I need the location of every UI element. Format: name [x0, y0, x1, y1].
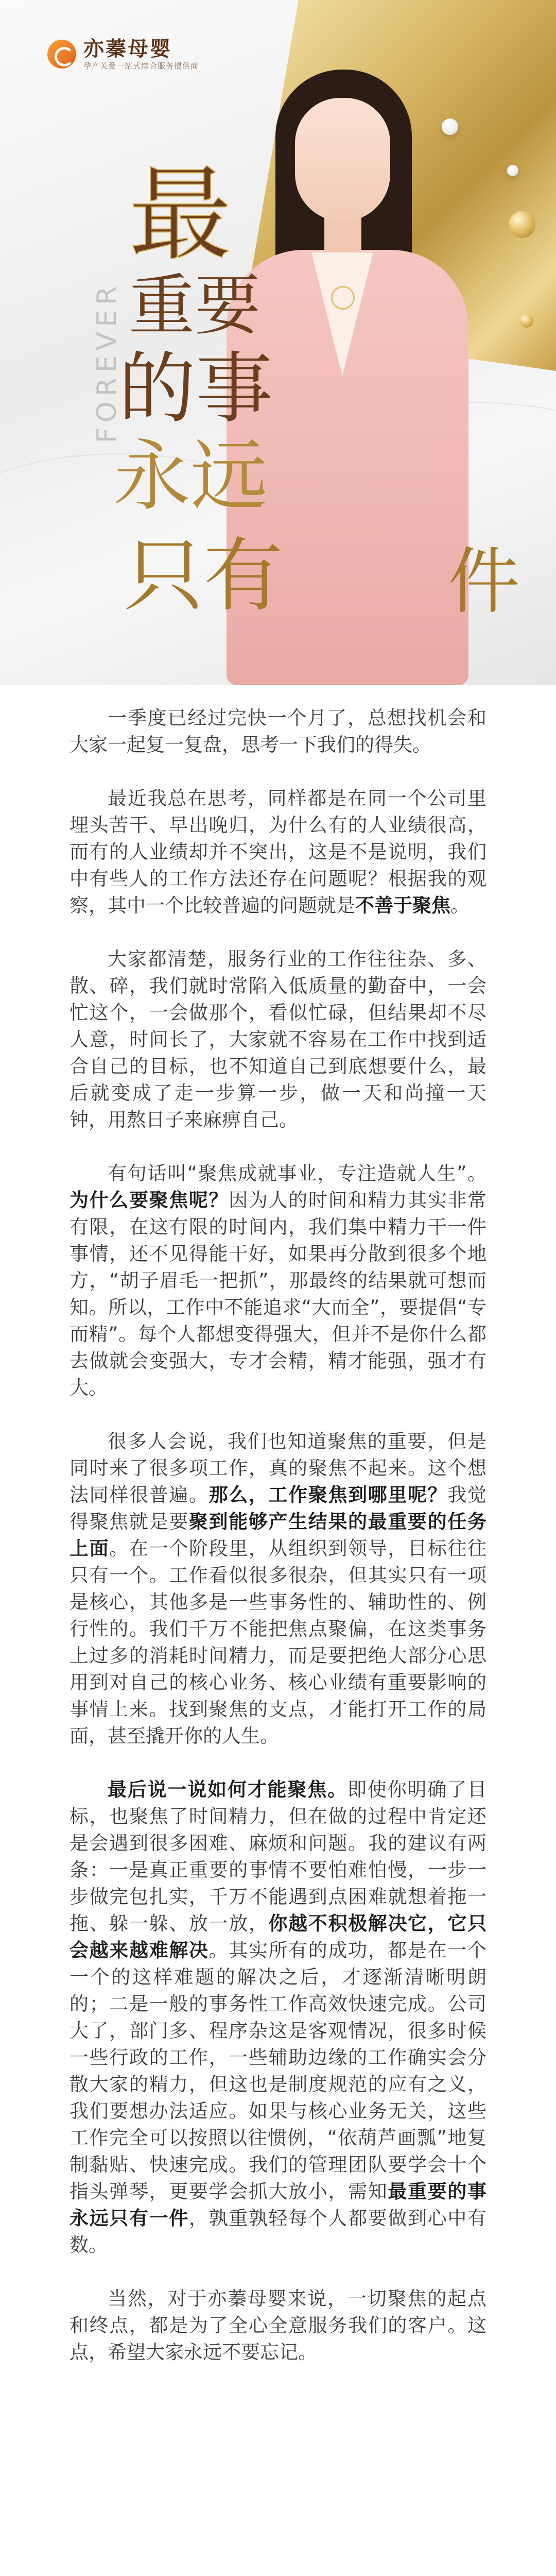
article-paragraph — [70, 1776, 486, 2259]
paragraph-text: 最近我总在思考，同样都是在同一个公司里埋头苦干、早出晚归，为什么有的人业绩很高，而有的人业绩却并不突出，这是不是说明，我们中有些人的工作方法还存在问题呢？根据我的观察，其中一个比较普遍的问题就是 — [70, 787, 486, 917]
paragraph-text: 。其实所有的成功，都是在一个一个的这样难题的解决之后，才逐渐清晰明朗的；二是一般的事务性工作高效快速完成。公司大了，部门多、程序杂这是客观情况，很多时候一些行政的工作，一些辅助边缘的工作确实会分散大家的精力，但这也是制度规范的应有之义，我们要想办法适应。如果与核心业务无关，这些工作完全可以按照以往惯例，“依葫芦画瓢”地复制黏贴、快速完成。我们的管理团队要学会十个指头弹琴，更要学会抓大放小，需知 — [70, 1939, 487, 2202]
brand-tagline: 孕产关爱一站式综合服务提供商 — [83, 61, 199, 71]
decor-gold-ball — [509, 211, 535, 238]
emphasis-text: 聚到能够产生结果的最重要的任务上面 — [70, 1511, 487, 1560]
slogan-line-2: 重要 — [129, 267, 261, 344]
emphasis-text: 那么，工作聚焦到哪里呢？ — [208, 1484, 448, 1506]
paragraph-text: 当然，对于亦蓁母婴来说，一切聚焦的起点和终点，都是为了全心全意服务我们的客户。这点，希望大家永远不要忘记。 — [70, 2287, 486, 2363]
paragraph-text: 大家都清楚，服务行业的工作往往杂、多、散、碎，我们就时常陷入低质量的勤奋中，一会忙这个，一会做那个，看似忙碌，但结果却不尽人意，时间长了，大家就不容易在工作中找到适合自己的目标，也不知道自己到底想要什么，最后就变成了走一步算一步，做一天和尚撞一天钟，用熬日子来麻痹自己。 — [70, 948, 486, 1131]
forever-watermark: FOREVER — [92, 281, 123, 443]
paragraph-text: 。在一个阶段里，从组织到领导，目标往往只有一个。工作看似很多很杂，但其实只有一项是核心，其他多是一些事务性的、辅助性的、例行性的。我们千万不能把焦点聚偏，在这类事务上过多的消耗时间精力，而是要把绝大部分心思用到对自己的核心业务、核心业绩有重要影响的事情上来。找到聚焦的支点，才能打开工作的局面，甚至撬开你的人生。 — [70, 1537, 487, 1747]
paragraph-text: 有句话叫“聚焦成就事业，专注造就人生”。 — [108, 1162, 486, 1184]
emphasis-text: 为什么要聚焦呢？ — [70, 1189, 229, 1211]
article-paragraph — [70, 785, 486, 919]
decor-pearl — [507, 165, 518, 176]
slogan-line-3: 的事 — [118, 344, 273, 434]
decor-gold-ball — [520, 314, 533, 328]
paragraph-text: 因为人的时间和精力其实非常有限，在这有限的时间内，我们集中精力干一件事情，还不见得能干好，如果再分散到很多个地方，“胡子眉毛一把抓”，那最终的结果就可想而知。所以，工作中不能追求“大而全”，要提倡“专而精”。每个人都想变得强大，但并不是你什么都去做就会变强大，专才会精，精才能强，强才有大。 — [70, 1189, 487, 1399]
emphasis-text: 不善于聚焦 — [355, 894, 450, 917]
article-paragraph — [70, 2285, 486, 2366]
brand-logo-icon — [47, 40, 76, 69]
slogan-line-4: 永远 — [113, 432, 268, 521]
slogan-line-1: 最 — [129, 155, 232, 275]
slogan-line-6: 件 — [448, 540, 520, 624]
paragraph-text: ，孰重孰轻每个人都要做到心中有数。 — [70, 2207, 487, 2256]
emphasis-text: 最后说一说如何才能聚焦。 — [108, 1778, 348, 1801]
article-paragraph — [70, 1160, 486, 1401]
slogan-line-5: 只有 — [124, 529, 283, 622]
article-paragraph — [70, 1428, 486, 1750]
article-paragraph — [70, 946, 486, 1133]
article-paragraph — [70, 705, 486, 758]
paragraph-text: 。 — [450, 894, 470, 917]
emphasis-text: 最重要的事永远只有一件 — [70, 2180, 487, 2229]
paragraph-text: 很多人会说，我们也知道聚焦的重要，但是同时来了很多项工作，真的聚焦不起来。这个想法同样很普遍。 — [70, 1430, 486, 1506]
paragraph-text: 一季度已经过完快一个月了，总想找机会和大家一起复一复盘，思考一下我们的得失。 — [70, 707, 486, 756]
emphasis-text: 你越不积极解决它，它只会越来越难解决 — [70, 1912, 486, 1961]
paragraph-text: 即使你明确了目标，也聚焦了时间精力，但在做的过程中肯定还是会遇到很多困难、麻烦和问题。我的建议有两条：一是真正重要的事情不要怕难怕慢，一步一步做完包扎实，千万不能遇到点困难就想着拖一拖、躲一躲、放一放， — [70, 1778, 486, 1935]
hero-banner — [0, 0, 556, 685]
paragraph-text: 我觉得聚焦就是要 — [70, 1484, 487, 1533]
article-body — [70, 705, 486, 2393]
brand-logo — [47, 37, 199, 71]
brand-name: 亦蓁母婴 — [83, 37, 172, 61]
